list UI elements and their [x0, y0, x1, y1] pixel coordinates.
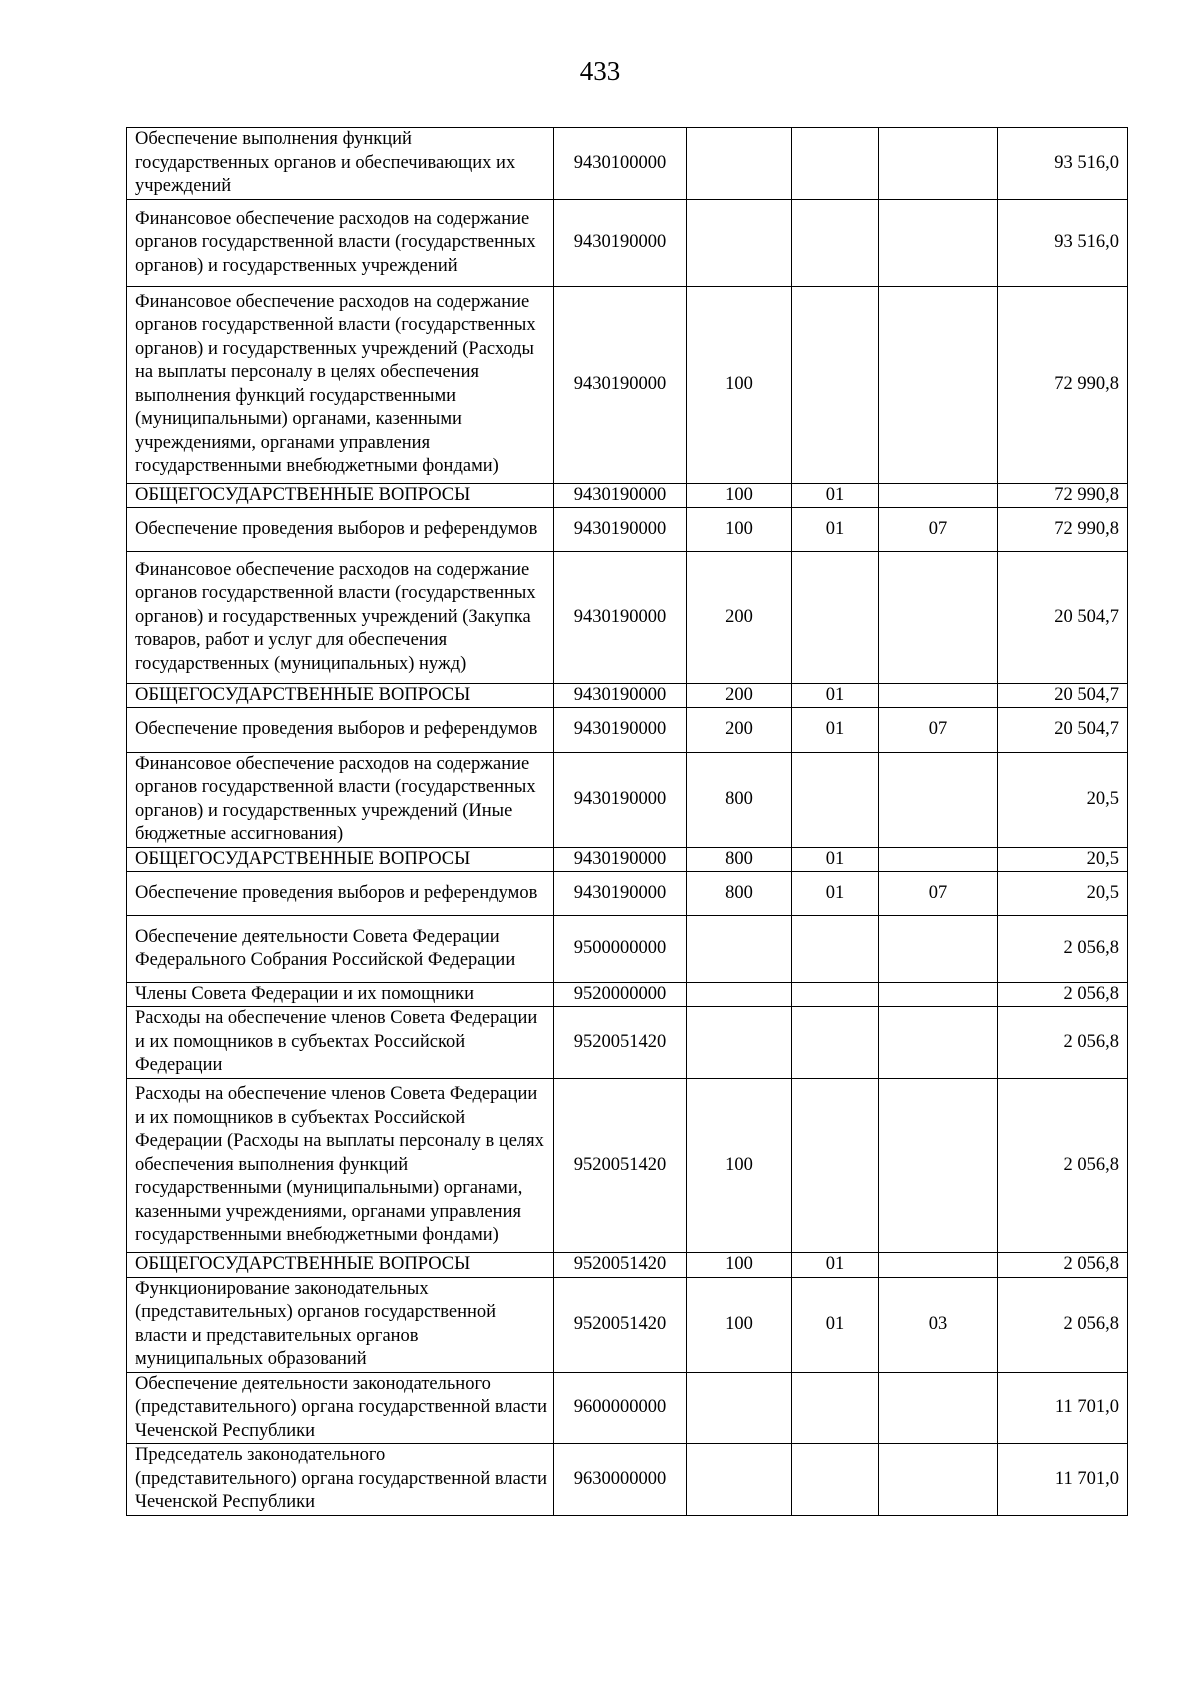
table-row	[127, 752, 1128, 847]
table-row	[127, 708, 1128, 752]
expense-name-cell: Обеспечение деятельности Совета Федерации Федерального Собрания Российской Федерации	[127, 916, 554, 982]
section-cell	[792, 1372, 879, 1444]
target-article-cell: 9430190000	[554, 683, 687, 708]
section-cell: 01	[792, 1253, 879, 1278]
expense-type-cell: 800	[687, 872, 792, 916]
target-article-cell: 9430190000	[554, 752, 687, 847]
section-cell	[792, 552, 879, 683]
target-article-cell: 9520051420	[554, 1277, 687, 1372]
target-article-cell: 9630000000	[554, 1444, 687, 1516]
amount-cell: 20,5	[998, 847, 1128, 872]
section-cell	[792, 752, 879, 847]
table-row	[127, 916, 1128, 982]
expense-type-cell: 100	[687, 508, 792, 552]
amount-cell: 11 701,0	[998, 1444, 1128, 1516]
subsection-cell: 07	[879, 872, 998, 916]
expense-type-cell: 100	[687, 1277, 792, 1372]
expense-name-cell: Финансовое обеспечение расходов на содержание органов государственной власти (государственных органов) и государственных учреждений	[127, 199, 554, 287]
subsection-cell	[879, 982, 998, 1007]
table-row	[127, 1078, 1128, 1253]
subsection-cell	[879, 199, 998, 287]
subsection-cell: 03	[879, 1277, 998, 1372]
expense-name-cell: Обеспечение выполнения функций государственных органов и обеспечивающих их учреждений	[127, 128, 554, 200]
target-article-cell: 9430190000	[554, 287, 687, 483]
amount-cell: 20,5	[998, 752, 1128, 847]
subsection-cell	[879, 847, 998, 872]
subsection-cell: 07	[879, 508, 998, 552]
section-cell	[792, 287, 879, 483]
table-row	[127, 128, 1128, 200]
table-row	[127, 847, 1128, 872]
section-cell: 01	[792, 508, 879, 552]
expense-name-cell: Функционирование законодательных (представительных) органов государственной власти и представительных органов муниципальных образований	[127, 1277, 554, 1372]
target-article-cell: 9520051420	[554, 1007, 687, 1079]
expense-name-cell: Финансовое обеспечение расходов на содержание органов государственной власти (государственных органов) и государственных учреждений (Расходы на выплаты персоналу в целях обеспечения выполнения функций государственными (муниципальными) органами, казенными учреждениями, органами управления государственными внебюджетными фондами)	[127, 287, 554, 483]
subsection-cell	[879, 1253, 998, 1278]
subsection-cell	[879, 1078, 998, 1253]
expense-type-cell	[687, 982, 792, 1007]
section-cell	[792, 982, 879, 1007]
section-cell	[792, 1078, 879, 1253]
amount-cell: 93 516,0	[998, 128, 1128, 200]
target-article-cell: 9520051420	[554, 1253, 687, 1278]
expense-type-cell	[687, 1372, 792, 1444]
page-number: 433	[579, 56, 621, 86]
amount-cell: 11 701,0	[998, 1372, 1128, 1444]
expense-type-cell: 800	[687, 847, 792, 872]
amount-cell: 2 056,8	[998, 1078, 1128, 1253]
amount-cell: 2 056,8	[998, 982, 1128, 1007]
target-article-cell: 9520051420	[554, 1078, 687, 1253]
target-article-cell: 9430190000	[554, 552, 687, 683]
subsection-cell	[879, 1007, 998, 1079]
section-cell	[792, 1007, 879, 1079]
section-cell: 01	[792, 708, 879, 752]
amount-cell: 93 516,0	[998, 199, 1128, 287]
table-row	[127, 1277, 1128, 1372]
table-row	[127, 1007, 1128, 1079]
section-cell	[792, 199, 879, 287]
expense-type-cell	[687, 916, 792, 982]
amount-cell: 72 990,8	[998, 483, 1128, 508]
subsection-cell	[879, 287, 998, 483]
expense-name-cell: Председатель законодательного (представительного) органа государственной власти Чеченской Республики	[127, 1444, 554, 1516]
section-cell: 01	[792, 683, 879, 708]
expense-type-cell: 200	[687, 552, 792, 683]
expense-type-cell: 100	[687, 287, 792, 483]
amount-cell: 20 504,7	[998, 552, 1128, 683]
amount-cell: 2 056,8	[998, 916, 1128, 982]
table-row	[127, 1444, 1128, 1516]
amount-cell: 72 990,8	[998, 287, 1128, 483]
target-article-cell: 9520000000	[554, 982, 687, 1007]
subsection-cell	[879, 752, 998, 847]
target-article-cell: 9500000000	[554, 916, 687, 982]
expense-name-cell: ОБЩЕГОСУДАРСТВЕННЫЕ ВОПРОСЫ	[127, 1253, 554, 1278]
amount-cell: 20 504,7	[998, 683, 1128, 708]
expense-type-cell	[687, 128, 792, 200]
section-cell	[792, 128, 879, 200]
subsection-cell	[879, 1444, 998, 1516]
amount-cell: 20 504,7	[998, 708, 1128, 752]
table-row	[127, 683, 1128, 708]
section-cell	[792, 916, 879, 982]
table-row	[127, 508, 1128, 552]
target-article-cell: 9430190000	[554, 847, 687, 872]
expense-name-cell: Обеспечение проведения выборов и референдумов	[127, 508, 554, 552]
amount-cell: 72 990,8	[998, 508, 1128, 552]
expense-name-cell: ОБЩЕГОСУДАРСТВЕННЫЕ ВОПРОСЫ	[127, 683, 554, 708]
subsection-cell	[879, 683, 998, 708]
amount-cell: 2 056,8	[998, 1277, 1128, 1372]
amount-cell: 2 056,8	[998, 1253, 1128, 1278]
expense-type-cell: 100	[687, 1078, 792, 1253]
section-cell: 01	[792, 872, 879, 916]
expense-name-cell: Финансовое обеспечение расходов на содержание органов государственной власти (государственных органов) и государственных учреждений (Закупка товаров, работ и услуг для обеспечения государственных (муниципальных) нужд)	[127, 552, 554, 683]
section-cell: 01	[792, 1277, 879, 1372]
expense-type-cell: 200	[687, 708, 792, 752]
subsection-cell	[879, 552, 998, 683]
expense-type-cell: 100	[687, 1253, 792, 1278]
table-row	[127, 982, 1128, 1007]
section-cell: 01	[792, 483, 879, 508]
amount-cell: 20,5	[998, 872, 1128, 916]
expense-type-cell: 100	[687, 483, 792, 508]
expense-type-cell	[687, 1007, 792, 1079]
expense-name-cell: Обеспечение деятельности законодательного (представительного) органа государственной власти Чеченской Республики	[127, 1372, 554, 1444]
expense-name-cell: ОБЩЕГОСУДАРСТВЕННЫЕ ВОПРОСЫ	[127, 483, 554, 508]
subsection-cell	[879, 483, 998, 508]
expense-name-cell: ОБЩЕГОСУДАРСТВЕННЫЕ ВОПРОСЫ	[127, 847, 554, 872]
expense-name-cell: Финансовое обеспечение расходов на содержание органов государственной власти (государственных органов) и государственных учреждений (Иные бюджетные ассигнования)	[127, 752, 554, 847]
expense-type-cell: 200	[687, 683, 792, 708]
expense-name-cell: Обеспечение проведения выборов и референдумов	[127, 708, 554, 752]
subsection-cell	[879, 1372, 998, 1444]
expense-name-cell: Обеспечение проведения выборов и референдумов	[127, 872, 554, 916]
budget-table	[126, 127, 1128, 1516]
target-article-cell: 9600000000	[554, 1372, 687, 1444]
subsection-cell	[879, 128, 998, 200]
table-row	[127, 483, 1128, 508]
target-article-cell: 9430190000	[554, 508, 687, 552]
expense-type-cell	[687, 1444, 792, 1516]
expense-type-cell: 800	[687, 752, 792, 847]
target-article-cell: 9430190000	[554, 483, 687, 508]
target-article-cell: 9430190000	[554, 872, 687, 916]
target-article-cell: 9430190000	[554, 708, 687, 752]
target-article-cell: 9430100000	[554, 128, 687, 200]
table-row	[127, 1372, 1128, 1444]
table-row	[127, 287, 1128, 483]
table-row	[127, 872, 1128, 916]
section-cell	[792, 1444, 879, 1516]
subsection-cell	[879, 916, 998, 982]
expense-name-cell: Расходы на обеспечение членов Совета Федерации и их помощников в субъектах Российской Федерации	[127, 1007, 554, 1079]
section-cell: 01	[792, 847, 879, 872]
amount-cell: 2 056,8	[998, 1007, 1128, 1079]
target-article-cell: 9430190000	[554, 199, 687, 287]
subsection-cell: 07	[879, 708, 998, 752]
expense-name-cell: Члены Совета Федерации и их помощники	[127, 982, 554, 1007]
budget-table-body	[127, 128, 1128, 1516]
expense-name-cell: Расходы на обеспечение членов Совета Федерации и их помощников в субъектах Российской Федерации (Расходы на выплаты персоналу в целях обеспечения выполнения функций государственными (муниципальными) органами, казенными учреждениями, органами управления государственными внебюджетными фондами)	[127, 1078, 554, 1253]
table-row	[127, 552, 1128, 683]
table-row	[127, 1253, 1128, 1278]
expense-type-cell	[687, 199, 792, 287]
table-row	[127, 199, 1128, 287]
